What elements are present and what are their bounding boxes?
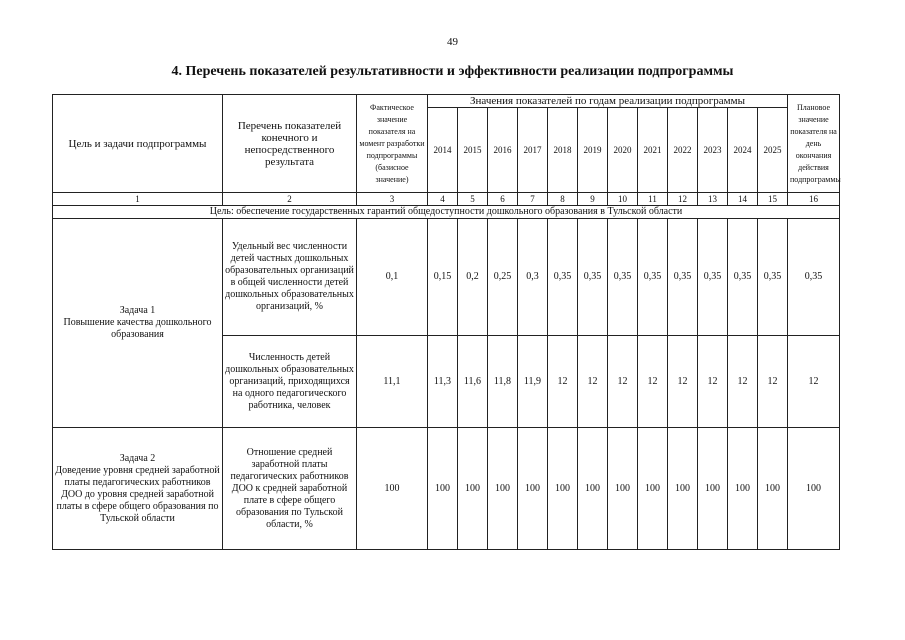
- indicator-3-year: 100: [428, 428, 458, 550]
- indicator-2-year: 12: [668, 336, 698, 428]
- column-number: 4: [428, 193, 458, 206]
- indicator-3-year: 100: [638, 428, 668, 550]
- indicator-1-year: 0,35: [608, 219, 638, 336]
- indicator-3-year: 100: [458, 428, 488, 550]
- indicator-1-year: 0,35: [698, 219, 728, 336]
- column-number: 12: [668, 193, 698, 206]
- year-header: 2016: [488, 108, 518, 193]
- indicator-1-year: 0,2: [458, 219, 488, 336]
- indicator-2-year: 11,9: [518, 336, 548, 428]
- indicator-3-year: 100: [728, 428, 758, 550]
- indicator-1-year: 0,35: [638, 219, 668, 336]
- year-header: 2020: [608, 108, 638, 193]
- task-1-text: Повышение качества дошкольного образования: [63, 317, 212, 340]
- indicator-1-year: 0,25: [488, 219, 518, 336]
- indicator-2-name: Численность детей дошкольных образовательных организаций, приходящихся на одного педагогического работника, человек: [223, 336, 357, 428]
- indicator-2-year: 11,6: [458, 336, 488, 428]
- task-1-title: Задача 1: [119, 305, 156, 316]
- indicator-2-planned: 12: [788, 336, 840, 428]
- indicator-3-planned: 100: [788, 428, 840, 550]
- year-header: 2019: [578, 108, 608, 193]
- indicator-2-year: 12: [698, 336, 728, 428]
- column-number: 3: [357, 193, 428, 206]
- year-header: 2014: [428, 108, 458, 193]
- indicator-1-year: 0,3: [518, 219, 548, 336]
- page-number: 49: [447, 36, 458, 48]
- column-number: 5: [458, 193, 488, 206]
- indicator-2-year: 11,3: [428, 336, 458, 428]
- column-number: 1: [53, 193, 223, 206]
- indicator-2-year: 11,8: [488, 336, 518, 428]
- year-header: 2024: [728, 108, 758, 193]
- column-number: 8: [548, 193, 578, 206]
- task-2-cell: [53, 428, 223, 550]
- section-title: 4. Перечень показателей результативности и эффективности реализации подпрограммы: [171, 64, 734, 79]
- indicators-table: [52, 94, 840, 550]
- column-number: 15: [758, 193, 788, 206]
- indicator-1-planned: 0,35: [788, 219, 840, 336]
- indicator-3-year: 100: [488, 428, 518, 550]
- column-number: 16: [788, 193, 840, 206]
- indicator-2-year: 12: [638, 336, 668, 428]
- indicator-1-year: 0,35: [578, 219, 608, 336]
- indicator-3-year: 100: [578, 428, 608, 550]
- indicator-3-year: 100: [668, 428, 698, 550]
- indicator-3-name: Отношение средней заработной платы педагогических работников ДОО к средней заработной плате в сфере общего образования по Тульской области, %: [223, 428, 357, 550]
- column-number: 13: [698, 193, 728, 206]
- task-2-title: Задача 2: [119, 452, 156, 464]
- year-header: 2017: [518, 108, 548, 193]
- header-goal-tasks: Цель и задачи подпрограммы: [53, 95, 223, 193]
- column-number: 11: [638, 193, 668, 206]
- year-header: 2023: [698, 108, 728, 193]
- column-number: 10: [608, 193, 638, 206]
- indicator-2-year: 12: [548, 336, 578, 428]
- indicator-3-year: 100: [698, 428, 728, 550]
- indicator-1-year: 0,15: [428, 219, 458, 336]
- year-header: 2021: [638, 108, 668, 193]
- indicator-2-year: 12: [578, 336, 608, 428]
- goal-row: Цель: обеспечение государственных гарантий общедоступности дошкольного образования в Тульской области: [53, 206, 840, 219]
- indicator-3-year: 100: [518, 428, 548, 550]
- indicator-1-year: 0,35: [548, 219, 578, 336]
- year-header: 2015: [458, 108, 488, 193]
- header-years-group: Значения показателей по годам реализации подпрограммы: [428, 95, 788, 108]
- indicator-1-name: Удельный вес численности детей частных дошкольных образовательных организаций в общей численности детей дошкольных образовательных организаций, %: [223, 219, 357, 336]
- task-2-text: Доведение уровня средней заработной платы педагогических работников ДОО до уровня средней заработной платы в сфере общего образования по Тульской области: [55, 464, 220, 524]
- header-actual-value: Фактическое значение показателя на момент разработки подпрограммы (базисное значение): [357, 95, 428, 193]
- indicator-2-base: 11,1: [357, 336, 428, 428]
- indicator-1-year: 0,35: [668, 219, 698, 336]
- header-planned-value: Плановое значение показателя на день окончания действия подпрограммы: [788, 95, 840, 193]
- indicator-2-year: 12: [728, 336, 758, 428]
- indicator-1-base: 0,1: [357, 219, 428, 336]
- column-number: 2: [223, 193, 357, 206]
- header-indicators-list: Перечень показателей конечного и непосредственного результата: [223, 95, 357, 193]
- column-number: 7: [518, 193, 548, 206]
- indicator-1-year: 0,35: [758, 219, 788, 336]
- year-header: 2018: [548, 108, 578, 193]
- task-1-cell: [53, 219, 223, 428]
- indicator-3-year: 100: [608, 428, 638, 550]
- column-number: 14: [728, 193, 758, 206]
- column-number: 9: [578, 193, 608, 206]
- indicator-2-year: 12: [608, 336, 638, 428]
- indicator-3-year: 100: [758, 428, 788, 550]
- indicator-2-year: 12: [758, 336, 788, 428]
- indicator-3-base: 100: [357, 428, 428, 550]
- indicator-3-year: 100: [548, 428, 578, 550]
- year-header: 2025: [758, 108, 788, 193]
- year-header: 2022: [668, 108, 698, 193]
- indicator-1-year: 0,35: [728, 219, 758, 336]
- column-number: 6: [488, 193, 518, 206]
